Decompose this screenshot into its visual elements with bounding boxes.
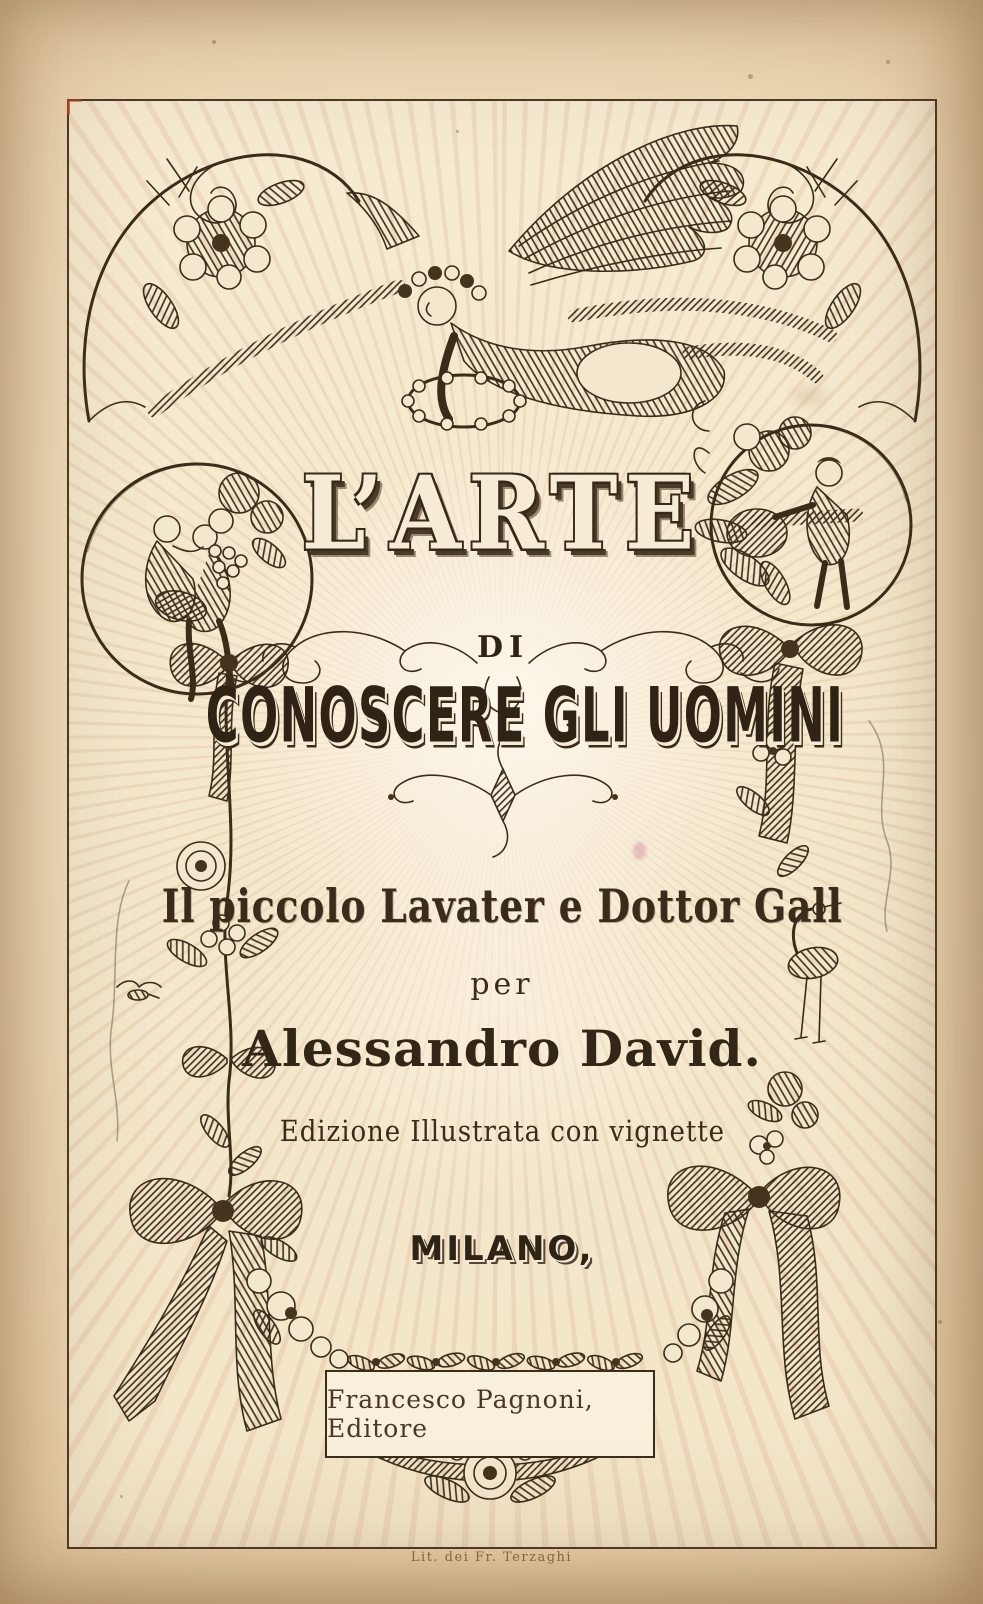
title-word: L’ARTE bbox=[301, 454, 703, 573]
paper-speck bbox=[748, 74, 753, 79]
publisher-text: Francesco Pagnoni, Editore bbox=[327, 1385, 594, 1443]
bottom-right-ribbon-bow bbox=[668, 1131, 840, 1419]
subtitle-line bbox=[69, 879, 935, 933]
byline-preposition bbox=[69, 967, 935, 1002]
title-main-text: CONOSCERE GLI UOMINI bbox=[205, 673, 845, 761]
author-name: Alessandro David. bbox=[242, 1019, 762, 1078]
title-line-arte bbox=[69, 454, 935, 573]
edition-note-line bbox=[69, 1114, 935, 1148]
title-line-main bbox=[69, 673, 935, 761]
paper-speck bbox=[886, 60, 890, 64]
ornamental-border-engraving bbox=[69, 101, 935, 1547]
engraved-plate bbox=[67, 99, 937, 1549]
pink-stain bbox=[633, 842, 646, 860]
city-line bbox=[69, 1229, 935, 1269]
paper-speck bbox=[212, 40, 216, 44]
publisher-cartouche bbox=[325, 1370, 655, 1458]
preposition-text: per bbox=[470, 967, 534, 1002]
winged-figure-illustration bbox=[154, 126, 831, 430]
title-connector-di: DI bbox=[476, 630, 530, 665]
author-line bbox=[69, 1019, 935, 1078]
subtitle-text: Il piccolo Lavater e Dottor Gall bbox=[161, 879, 843, 933]
paper-speck bbox=[938, 1320, 942, 1324]
top-left-scroll-flourish bbox=[84, 155, 359, 421]
faint-stain bbox=[792, 386, 826, 406]
printer-imprint: Lit. dei Fr. Terzaghi bbox=[410, 1550, 573, 1565]
edition-note-text: Edizione Illustrata con vignette bbox=[279, 1114, 725, 1148]
city-text: MILANO, bbox=[409, 1229, 595, 1269]
